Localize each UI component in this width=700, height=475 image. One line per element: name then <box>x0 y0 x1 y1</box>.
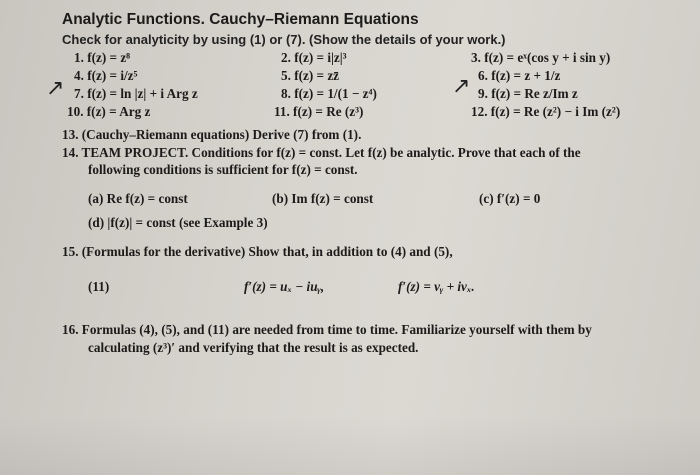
problem-5: 5. f(z) = zz̄ <box>281 68 340 83</box>
section-title: Analytic Functions. Cauchy–Riemann Equations <box>62 11 419 28</box>
problem-14a: (a) Re f(z) = const <box>88 191 188 206</box>
problem-14-line-1: 14. TEAM PROJECT. Conditions for f(z) = const. Let f(z) be analytic. Prove that each of the <box>62 145 581 160</box>
problem-6: 6. f(z) = z + 1/z <box>478 68 561 83</box>
problem-16-line-1: 16. Formulas (4), (5), and (11) are needed from time to time. Familiarize yourself with them by <box>62 322 592 337</box>
problem-14-line-2: following conditions is sufficient for f(z) = const. <box>88 162 358 177</box>
problem-14c: (c) f′(z) = 0 <box>479 191 541 206</box>
page-shadow <box>0 415 700 475</box>
problem-10: 10. f(z) = Arg z <box>67 104 151 119</box>
problem-11: 11. f(z) = Re (z³) <box>274 104 364 119</box>
equation-11-label: (11) <box>88 279 110 294</box>
problem-1: 1. f(z) = z⁸ <box>74 50 131 65</box>
problem-7: 7. f(z) = ln |z| + i Arg z <box>74 86 198 101</box>
problem-15: 15. (Formulas for the derivative) Show that, in addition to (4) and (5), <box>62 244 453 259</box>
problem-4: 4. f(z) = i/z⁵ <box>74 68 138 83</box>
problem-9: 9. f(z) = Re z/Im z <box>478 86 578 101</box>
equation-11-first: f′(z) = uₓ − iuᵧ, <box>244 279 325 294</box>
problem-3: 3. f(z) = eˣ(cos y + i sin y) <box>471 50 611 65</box>
problem-8: 8. f(z) = 1/(1 − z⁴) <box>281 86 377 101</box>
handwritten-arrow-icon: ↗ <box>46 76 65 101</box>
instructions: Check for analyticity by using (1) or (7). (Show the details of your work.) <box>62 32 506 47</box>
problem-14b: (b) Im f(z) = const <box>272 191 374 206</box>
problem-12: 12. f(z) = Re (z²) − i Im (z²) <box>471 104 621 119</box>
handwritten-arrow-icon: ↗ <box>452 74 471 99</box>
problem-14d: (d) |f(z)| = const (see Example 3) <box>88 215 268 230</box>
problem-16-line-2: calculating (z³)′ and verifying that the result is as expected. <box>88 340 419 355</box>
problem-13: 13. (Cauchy–Riemann equations) Derive (7) from (1). <box>62 127 362 142</box>
problem-2: 2. f(z) = i|z|³ <box>281 50 347 65</box>
equation-11-second: f′(z) = vᵧ + ivₓ. <box>398 279 475 294</box>
